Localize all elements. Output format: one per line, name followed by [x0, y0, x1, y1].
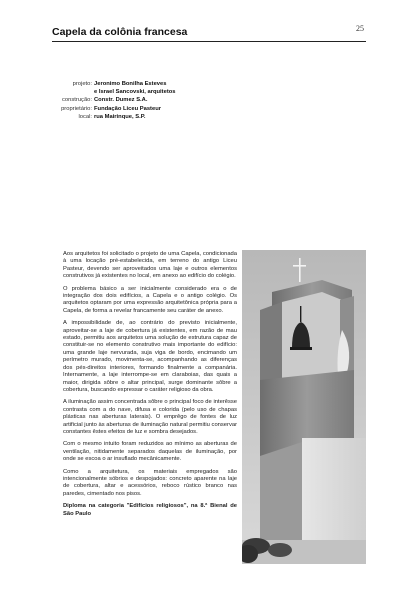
- credit-row-project: [52, 80, 282, 88]
- credit-label: local:: [78, 113, 92, 120]
- award-note: Diploma na categoria "Edifícios religiosos", na 8.ª Bienal de São Paulo: [63, 503, 237, 517]
- page-title: Capela da colônia francesa: [52, 26, 188, 38]
- paragraph: Como a arquitetura, os materiais empregados são intencionalmente sóbrios e despojados: concreto aparente na laje de cobertura, altar e acessórios, reboco rústico branco nas paredes, cimentado nos pisos.: [63, 468, 237, 497]
- credit-value: Jeronimo Bonilha Esteves: [94, 81, 167, 87]
- credit-row-project-cont: [52, 88, 282, 96]
- paragraph: A impossibilidade de, ao contrário do previsto inicialmente, aproveitar-se a laje de cobertura já existentes, em razão de mau estado, permitiu aos arquitetos uma solução de estrutura capaz de constituir-se no elemento construtivo mais importante do edifício: uma grande laje nervurada, suja viga de bordo, encimando um perímetro murado, movimenta-se, acompanhando as diferenças dos pés-direitos interiores, formando finalmente a companária. Internamente, a laje interrompe-se em claraboias, das quais a maior, dirigida sôbre o altar principal, surge dominante sôbre a cobertura, buscando expressar o caráter religioso da obra.: [63, 320, 237, 393]
- chapel-bell-tower-photo: [242, 250, 366, 564]
- credit-value: Constr. Dumez S.A.: [94, 97, 148, 104]
- belfry-opening: [282, 292, 342, 386]
- credit-value: rua Mairinque, S.P.: [94, 113, 146, 120]
- credit-row-location: [52, 113, 282, 121]
- credit-label: proprietário:: [61, 105, 92, 112]
- paragraph: O problema básico a ser inicialmente considerado era o de integração dos dois edifícios, a Capela e o antigo colégio. Os arquitetos optaram por uma expressão arquitetônica própria para a Capela, de forma a revelar francamente seu caráter de anexo.: [63, 285, 237, 314]
- credit-row-construction: [52, 96, 282, 104]
- credits-block: [52, 80, 282, 121]
- page-number: 25: [356, 24, 364, 33]
- paragraph: Aos arquitetos foi solicitado o projeto de uma Capela, condicionada à uma locação pré-estabelecida, em terreno do antigo Liceu Pasteur, devendo ser aproveitados uma laje e outros elementos construtivos já existentes no local, em anexo ao edifício do colégio.: [63, 251, 237, 280]
- paragraph: Com o mesmo intuito foram reduzidos ao mínimo as aberturas de ventilação, nitidamente separados daquelas de iluminação, por onde se escoa o ar insuflado mecânicamente.: [63, 441, 237, 463]
- credit-value: Fundação Liceu Pasteur: [94, 105, 162, 112]
- credit-label: [52, 88, 94, 96]
- title-rule: [52, 41, 366, 42]
- credit-row-owner: [52, 105, 282, 113]
- credit-label: projeto:: [72, 81, 92, 87]
- concrete-wall: [260, 442, 302, 550]
- body-text: [63, 251, 237, 523]
- credit-value: e Israel Sancovski, arquitetos: [94, 89, 176, 96]
- credit-label: construção:: [62, 97, 92, 104]
- paragraph: A iluminação assim concentrada sôbre o principal foco de interêsse contrasta com a do nave, difusa e colorida (pelo uso de chapas plásticas nas aberturas laterais). O emprêgo de fontes de luz artificial junto às aberturas de iluminação natural permitiu conservar constantes êstes efeitos de luz e sombra desejados.: [63, 399, 237, 435]
